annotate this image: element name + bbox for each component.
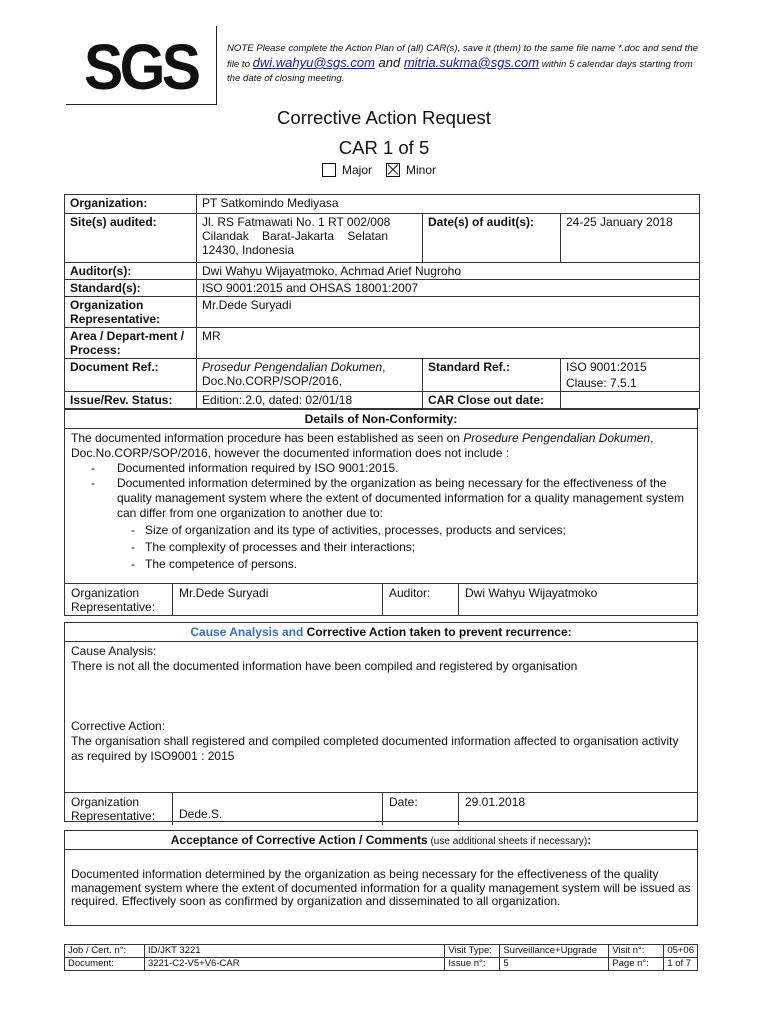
cause-label: Cause Analysis: [71, 644, 157, 658]
audit-info-table [64, 194, 700, 409]
issue-status-value: Edition:.2.0, dated: 02/01/18 [197, 392, 423, 409]
ca-date-label: Date: [383, 793, 459, 825]
note-and: and [374, 55, 404, 70]
site-line-3: 12430, Indonesia [202, 243, 295, 257]
standard-ref-standard: ISO 9001:2015 [566, 360, 647, 374]
sub-list-item-text: The competence of persons. [145, 557, 298, 571]
job-label: Job / Cert. n°: [65, 945, 145, 958]
org-rep-value: Mr.Dede Suryadi [197, 297, 700, 328]
email-link-2[interactable]: mitria.sukma@sgs.com [403, 55, 540, 70]
cause-text: There is not all the documented information have been compiled and registered by organisation [71, 659, 578, 673]
list-item-text: Documented information required by ISO 9001:2015. [117, 461, 399, 475]
standards-value: ISO 9001:2015 and OHSAS 18001:2007 [197, 280, 700, 297]
document-title: Corrective Action Request [277, 107, 491, 128]
cause-analysis-body [65, 642, 697, 792]
action-text: The organisation shall registered and compiled completed documented information affected to organisation activity as required by ISO9001 : 2015 [71, 734, 679, 763]
logo-text: SGS [84, 31, 198, 103]
ca-org-rep-label: Organization Representative: [65, 793, 173, 825]
cause-heading-black: Corrective Action taken to prevent recurrence: [306, 625, 572, 639]
email-link-1[interactable]: dwi.wahyu@sgs.com [252, 55, 375, 70]
intro-text-b: , Doc.No.CORP/SOP/2016, however the documented information does not include : [71, 431, 654, 460]
list-dash: - [91, 461, 95, 475]
intro-text-a: The documented information procedure has been established as seen on [71, 431, 464, 445]
visit-type-value: Surveillance+Upgrade [500, 945, 609, 958]
cause-heading-blue: Cause Analysis and [190, 625, 307, 639]
car-number: CAR 1 of 5 [338, 137, 430, 158]
list-item [71, 476, 691, 521]
intro-procedure-name: Prosedure Pengendalian Dokumen [463, 431, 651, 445]
area-label: Area / Depart-ment / Process: [65, 328, 197, 359]
nonconformity-intro [71, 431, 691, 461]
list-item [71, 461, 691, 476]
document-ref-label: Document Ref.: [65, 359, 197, 392]
acceptance-heading-note: (use additional sheets if necessary) [427, 836, 588, 847]
nonconformity-section [64, 409, 698, 616]
sites-value [197, 214, 423, 263]
note-text-1: NOTE Please complete the Action Plan of (all) CAR(s), save it (them) to the same file name *.doc and send the file to [227, 43, 699, 70]
acceptance-heading [65, 831, 697, 850]
issue-value: 5 [500, 958, 609, 971]
nonconformity-heading: Details of Non-Conformity: [65, 410, 697, 429]
organization-label: Organization: [65, 195, 197, 214]
acceptance-text: Documented information determined by the organization as being necessary for the effectiveness of the quality management system where the extent of documented information for a quality management system will be issued as required. Effectively soon as confirmed by organization and disseminated to all organization. [71, 867, 691, 908]
major-checkbox[interactable] [322, 163, 336, 177]
site-line-2: Cilandak Barat-Jakarta Selatan [202, 229, 389, 243]
document-value: 3221-C2-V5+V6-CAR [144, 958, 444, 971]
document-label: Document: [65, 958, 145, 971]
visit-type-label: Visit Type: [445, 945, 500, 958]
nc-auditor-value: Dwi Wahyu Wijayatmoko [465, 586, 598, 600]
org-rep-label: Organization Representative: [65, 297, 197, 328]
issue-status-label: Issue/Rev. Status: [65, 392, 197, 409]
page-value: 1 of 7 [664, 958, 698, 971]
document-ref-title: Prosedur Pengendalian Dokumen [202, 360, 383, 374]
submission-note [227, 42, 707, 86]
closeout-value [561, 392, 700, 409]
cause-analysis-section [64, 622, 698, 822]
acceptance-section [64, 830, 698, 926]
major-label: Major [342, 163, 373, 177]
nonconformity-signature-row [65, 583, 697, 616]
sub-list-item [71, 523, 691, 538]
visit-no-label: Visit n°: [609, 945, 664, 958]
audit-dates-value: 24-25 January 2018 [561, 214, 700, 263]
nonconformity-body [65, 429, 697, 583]
sites-label: Site(s) audited: [65, 214, 197, 263]
action-label: Corrective Action: [71, 719, 166, 733]
list-item-text: Documented information determined by the organization as being necessary for the effectiveness of the quality management system where the extent of documented information for a quality management system can differ from one organization to another due to: [117, 476, 684, 520]
standards-label: Standard(s): [65, 280, 197, 297]
cause-signature-row [65, 792, 697, 823]
footer-table [64, 944, 698, 971]
issue-label: Issue n°: [445, 958, 500, 971]
list-dash: - [131, 523, 135, 537]
minor-label: Minor [406, 163, 437, 177]
sgs-logo [66, 26, 217, 105]
acceptance-heading-colon: : [587, 833, 592, 847]
job-value: ID/JKT 3221 [144, 945, 444, 958]
document-ref-number: Doc.No.CORP/SOP/2016, [202, 374, 343, 388]
cause-analysis-heading [65, 623, 697, 642]
nc-org-rep-label: Organization Representative: [65, 584, 173, 616]
standard-ref-clause: Clause: 7.5.1 [566, 376, 637, 390]
sub-list-item-text: The complexity of processes and their interactions; [145, 540, 416, 554]
visit-no-value: 05+06 [664, 945, 698, 958]
sub-list-item [71, 540, 691, 555]
minor-checkbox[interactable] [386, 163, 400, 177]
standard-ref-label: Standard Ref.: [423, 359, 561, 392]
ca-date-value: 29.01.2018 [465, 795, 526, 809]
audit-dates-label: Date(s) of audit(s): [423, 214, 561, 263]
auditors-label: Auditor(s): [65, 263, 197, 280]
list-dash: - [131, 557, 135, 571]
ca-org-rep-value: Dede.S. [173, 793, 383, 825]
auditors-value: Dwi Wahyu Wijayatmoko, Achmad Arief Nugroho [197, 263, 700, 280]
severity-selector [322, 163, 436, 177]
organization-value: PT Satkomindo Mediyasa [197, 195, 700, 214]
list-dash: - [131, 540, 135, 554]
area-value: MR [197, 328, 700, 359]
list-dash: - [91, 476, 95, 490]
closeout-label: CAR Close out date: [423, 392, 561, 409]
page-label: Page n°: [609, 958, 664, 971]
nc-auditor-label: Auditor: [383, 584, 459, 616]
nc-org-rep-value: Mr.Dede Suryadi [173, 584, 383, 616]
sub-list-item [71, 557, 691, 572]
standard-ref-value [561, 359, 700, 392]
site-line-1: Jl. RS Fatmawati No. 1 RT 002/008 [202, 215, 391, 229]
document-ref-comma: , [382, 360, 386, 374]
document-ref-value [197, 359, 423, 392]
sub-list-item-text: Size of organization and its type of activities, processes, products and services; [145, 523, 566, 537]
acceptance-heading-text: Acceptance of Corrective Action / Comments [170, 833, 428, 847]
note-text-2: within 5 calendar days starting from the date of closing meeting. [227, 59, 693, 84]
